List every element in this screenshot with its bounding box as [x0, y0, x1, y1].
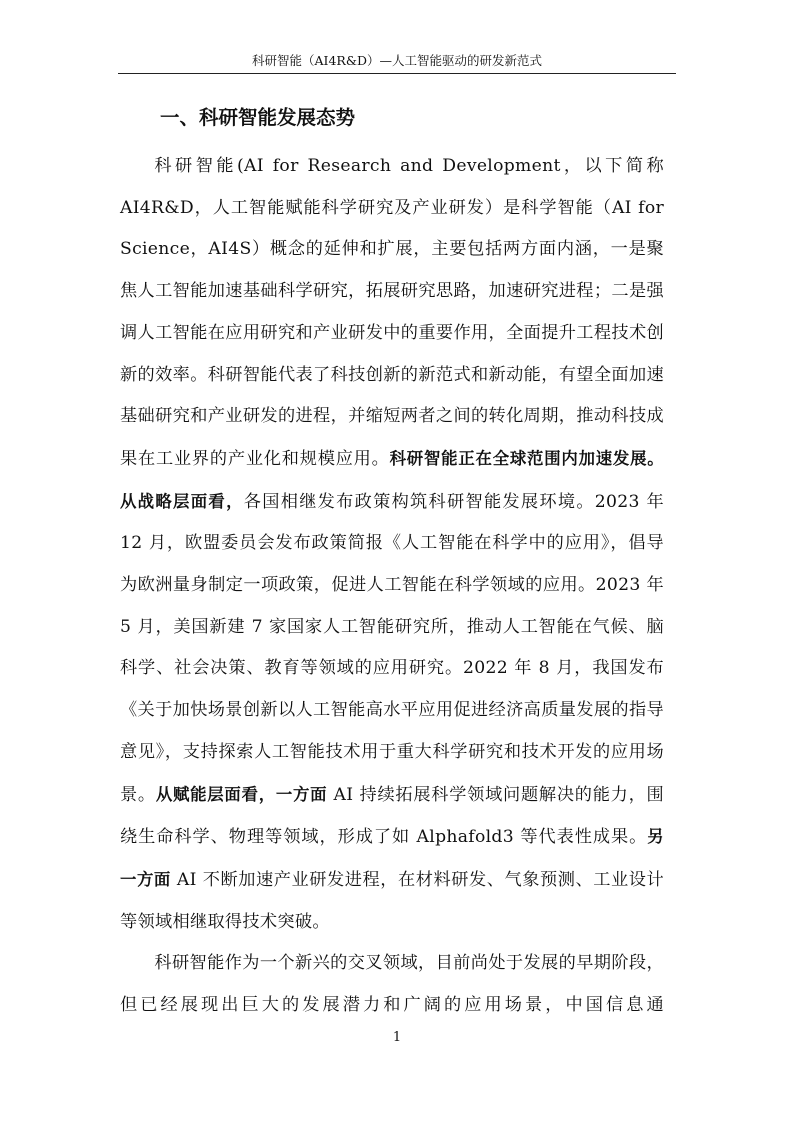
- running-header: 科研智能（AI4R&D）—人工智能驱动的研发新范式: [252, 53, 542, 68]
- paragraph-1-bold-2: 从赋能层面看，一方面: [155, 784, 328, 804]
- page-number: 1: [392, 1030, 402, 1045]
- paragraph-2-text-1: 科研智能作为一个新兴的交叉领域，目前尚处于发展的早期阶段，但已经展现出巨大的发展潜力和广阔的应用场景，中国信息通: [120, 953, 664, 1016]
- paragraph-1-bold-1: 科研智能正在全球范围内加速发展。从战略层面看，: [120, 448, 664, 511]
- paragraph-1-bold-3: 另一方面: [120, 827, 664, 889]
- paragraph-1-text-3: AI 持续拓展科学领域问题解决的能力，围绕生命科学、物理等领域，形成了如 Alphafold3 等代表性成果。: [120, 784, 664, 848]
- paragraph-2: [120, 943, 664, 1026]
- section-heading: 一、科研智能发展态势: [160, 106, 356, 129]
- paragraph-1-text-2: 各国相继发布政策构筑科研智能发展环境。2023 年 12 月，欧盟委员会发布政策简报《人工智能在科学中的应用》，倡导为欧洲量身制定一项政策，促进人工智能在科学领域的应用。2023 年 5 月，美国新建 7 家国家人工智能研究所，推动人工智能在气候、脑科学、社会决策、教育等领域的应用研究。2022 年 8 月，我国发布《关于加快场景创新以人工智能高水平应用促进经济高质量发展的指导意见》，支持探索人工智能技术用于重大科学研究和技术开发的应用场景。: [120, 491, 664, 805]
- paragraph-1-text-1: 科研智能(AI for Research and Development，以下简称 AI4R&D，人工智能赋能科学研究及产业研发）是科学智能（AI for Science，AI4S）概念的延伸和扩展，主要包括两方面内涵，一是聚焦人工智能加速基础科学研究，拓展研究思路，加速研究进程；二是强调人工智能在应用研究和产业研发中的重要作用，全面提升工程技术创新的效率。科研智能代表了科技创新的新范式和新动能，有望全面加速基础研究和产业研发的进程，并缩短两者之间的转化周期，推动科技成果在工业界的产业化和规模应用。: [120, 156, 664, 469]
- header-rule: [118, 73, 676, 74]
- paragraph-1-text-4: AI 不断加速产业研发进程，在材料研发、气象预测、工业设计等领域相继取得技术突破。: [120, 869, 664, 932]
- body-text: [120, 146, 664, 1027]
- paragraph-1: [120, 146, 664, 943]
